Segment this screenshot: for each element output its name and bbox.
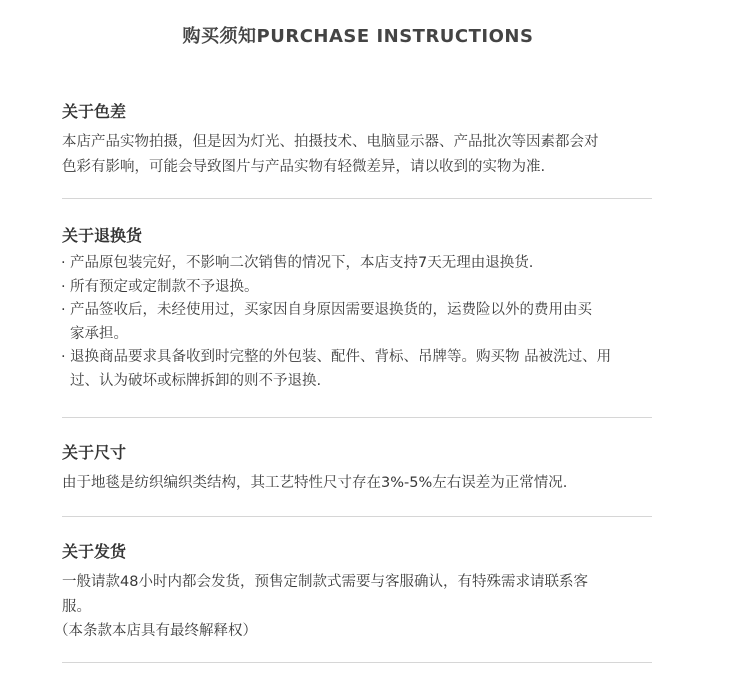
- section-heading-size: 关于尺寸: [62, 443, 127, 462]
- divider: [62, 417, 652, 418]
- section-heading-color-difference: 关于色差: [62, 102, 127, 121]
- bullet-dot: ·: [61, 302, 66, 318]
- bullet-dot: ·: [61, 349, 66, 365]
- returns-item: [62, 346, 662, 393]
- divider: [62, 198, 652, 199]
- size-line-1: 由于地毯是纺织编织类结构，其工艺特性尺寸存在3%-5%左右误差为正常情况.: [62, 475, 568, 491]
- divider: [62, 516, 652, 517]
- returns-item: [62, 252, 662, 276]
- returns-item-1-line-1: 产品原包装完好，不影响二次销售的情况下，本店支持7天无理由退换货.: [70, 255, 534, 271]
- divider: [62, 662, 652, 663]
- returns-item: [62, 276, 662, 300]
- section-heading-returns: 关于退换货: [62, 226, 143, 245]
- shipping-line-1: 一般请款48小时内都会发货，预售定制款式需要与客服确认，有特殊需求请联系客: [62, 574, 588, 590]
- section-color-difference: [62, 100, 662, 180]
- returns-item: [62, 299, 662, 346]
- section-returns: [62, 224, 662, 393]
- bullet-dot: ·: [61, 255, 66, 271]
- bullet-dot: ·: [61, 278, 66, 295]
- shipping-line-2: 服。: [62, 599, 91, 615]
- section-shipping: [54, 540, 662, 643]
- section-heading-shipping: 关于发货: [62, 542, 127, 561]
- color-difference-line-2: 色彩有影响，可能会导致图片与产品实物有轻微差异，请以收到的实物为准.: [62, 159, 546, 175]
- returns-item-4-line-1: 退换商品要求具备收到时完整的外包装、配件、背标、吊牌等。购买物 品被洗过、用: [70, 349, 612, 365]
- final-interpretation-note: （本条款本店具有最终解释权）: [54, 623, 257, 639]
- returns-item-3-line-1: 产品签收后，未经使用过，买家因自身原因需要退换货的，运费险以外的费用由买: [70, 302, 592, 318]
- returns-item-2-line-1: 所有预定或定制款不予退换。: [70, 278, 259, 295]
- page-title: 购买须知PURCHASE INSTRUCTIONS: [182, 26, 534, 47]
- color-difference-line-1: 本店产品实物拍摄，但是因为灯光、拍摄技术、电脑显示器、产品批次等因素都会对: [62, 134, 599, 150]
- returns-item-4-line-2: 过、认为破坏或标牌拆卸的则不予退换.: [70, 372, 322, 389]
- returns-item-3-line-2: 家承担。: [70, 325, 128, 342]
- section-size: [62, 441, 662, 496]
